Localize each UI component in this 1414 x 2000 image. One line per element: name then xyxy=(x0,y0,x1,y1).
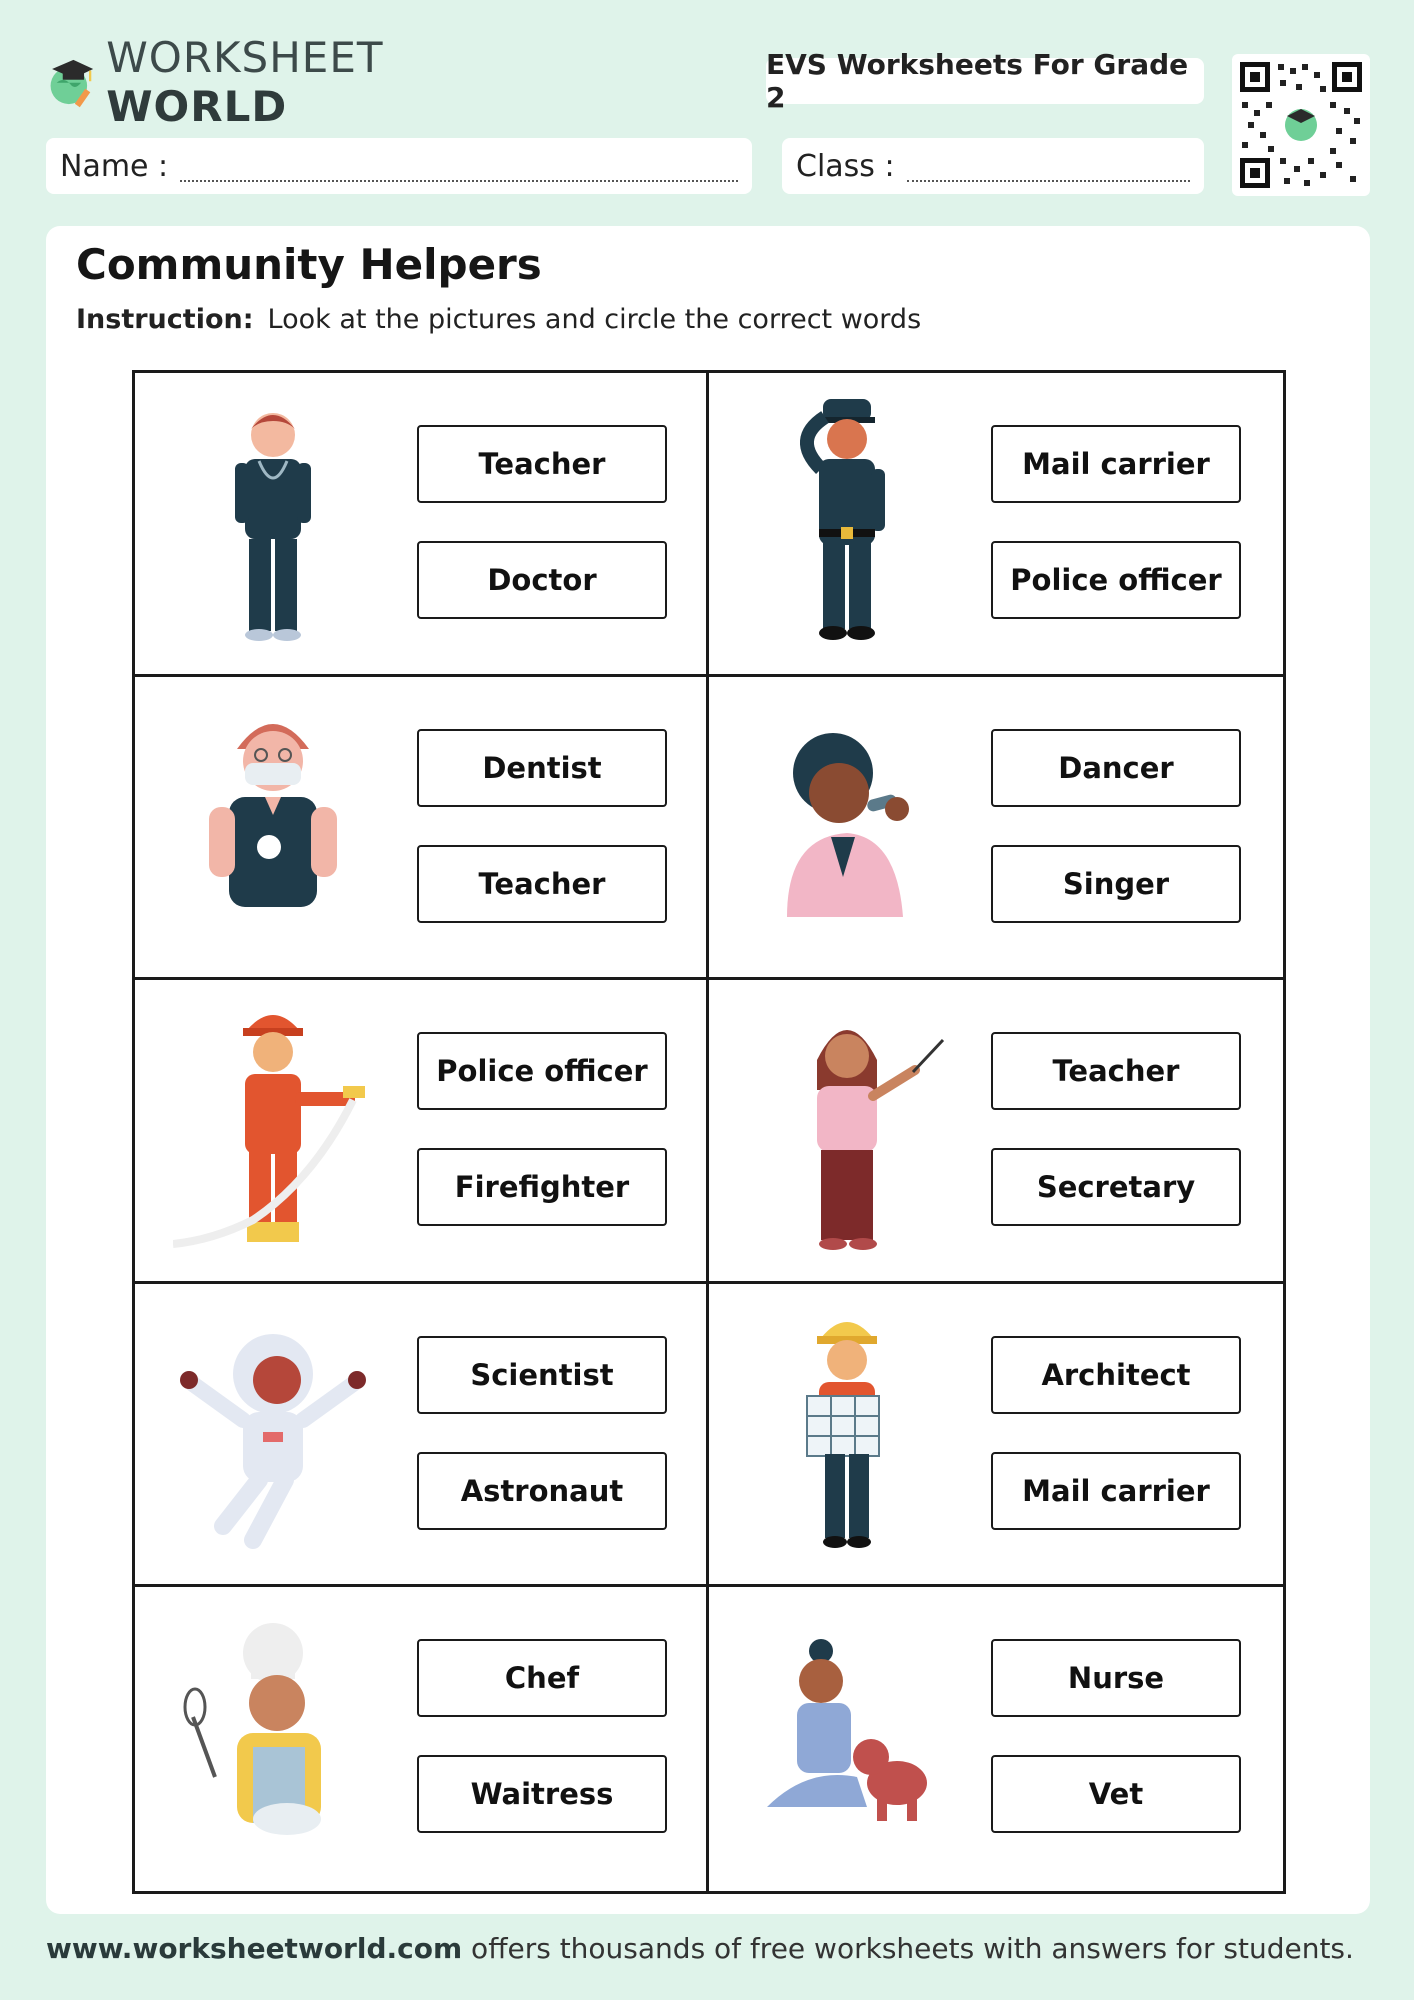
singer-figure-icon xyxy=(747,697,947,957)
teacher-figure-icon xyxy=(747,1000,947,1260)
architect-figure-icon xyxy=(747,1304,947,1564)
footer-text: offers thousands of free worksheets with answers for students. xyxy=(462,1932,1354,1965)
astronaut-figure-icon xyxy=(173,1304,373,1564)
question-cell xyxy=(709,980,1283,1284)
question-cell xyxy=(709,677,1283,981)
question-cell xyxy=(135,980,709,1284)
question-cell xyxy=(135,1587,709,1891)
globe-logo-icon xyxy=(46,47,96,117)
answer-option[interactable]: Dentist xyxy=(417,729,667,807)
instruction xyxy=(76,304,921,335)
answer-option[interactable]: Chef xyxy=(417,1639,667,1717)
footer xyxy=(46,1932,1354,1965)
footer-site-link[interactable]: www.worksheetworld.com xyxy=(46,1932,463,1965)
brand-name-bold: WORLD xyxy=(106,82,288,131)
question-cell xyxy=(709,1284,1283,1588)
answer-option[interactable]: Architect xyxy=(991,1336,1241,1414)
question-cell xyxy=(709,373,1283,677)
answer-option[interactable]: Nurse xyxy=(991,1639,1241,1717)
name-label: Name : xyxy=(60,148,169,184)
vet-figure-icon xyxy=(747,1607,947,1867)
answer-option[interactable]: Doctor xyxy=(417,541,667,619)
firefighter-figure-icon xyxy=(173,1000,373,1260)
question-cell xyxy=(709,1587,1283,1891)
answer-option[interactable]: Teacher xyxy=(417,845,667,923)
chef-figure-icon xyxy=(173,1607,373,1867)
name-field[interactable] xyxy=(46,138,752,194)
name-line[interactable] xyxy=(180,150,738,182)
answer-option[interactable]: Vet xyxy=(991,1755,1241,1833)
instruction-text: Look at the pictures and circle the correct words xyxy=(267,304,922,335)
answer-option[interactable]: Secretary xyxy=(991,1148,1241,1226)
question-cell xyxy=(135,677,709,981)
worksheet-title: Community Helpers xyxy=(76,240,542,289)
doctor-figure-icon xyxy=(173,393,373,653)
question-cell xyxy=(135,1284,709,1588)
answer-option[interactable]: Police officer xyxy=(991,541,1241,619)
subject-label: EVS Worksheets For Grade 2 xyxy=(766,58,1204,104)
helpers-grid xyxy=(132,370,1286,1894)
brand-logo xyxy=(46,33,466,131)
instruction-label: Instruction: xyxy=(76,304,254,335)
answer-option[interactable]: Police officer xyxy=(417,1032,667,1110)
answer-option[interactable]: Teacher xyxy=(991,1032,1241,1110)
worksheet-card xyxy=(46,226,1370,1914)
answer-option[interactable]: Astronaut xyxy=(417,1452,667,1530)
answer-option[interactable]: Dancer xyxy=(991,729,1241,807)
police-officer-figure-icon xyxy=(747,393,947,653)
class-line[interactable] xyxy=(907,150,1190,182)
class-label: Class : xyxy=(796,148,895,184)
answer-option[interactable]: Scientist xyxy=(417,1336,667,1414)
answer-option[interactable]: Mail carrier xyxy=(991,425,1241,503)
question-cell xyxy=(135,373,709,677)
class-field[interactable] xyxy=(782,138,1204,194)
answer-option[interactable]: Teacher xyxy=(417,425,667,503)
answer-option[interactable]: Singer xyxy=(991,845,1241,923)
answer-option[interactable]: Waitress xyxy=(417,1755,667,1833)
qr-code-icon xyxy=(1240,62,1362,188)
brand-name-light: WORKSHEET xyxy=(106,33,384,82)
answer-option[interactable]: Mail carrier xyxy=(991,1452,1241,1530)
brand-name xyxy=(106,33,466,131)
answer-option[interactable]: Firefighter xyxy=(417,1148,667,1226)
qr-code xyxy=(1232,54,1370,196)
dentist-figure-icon xyxy=(173,697,373,957)
